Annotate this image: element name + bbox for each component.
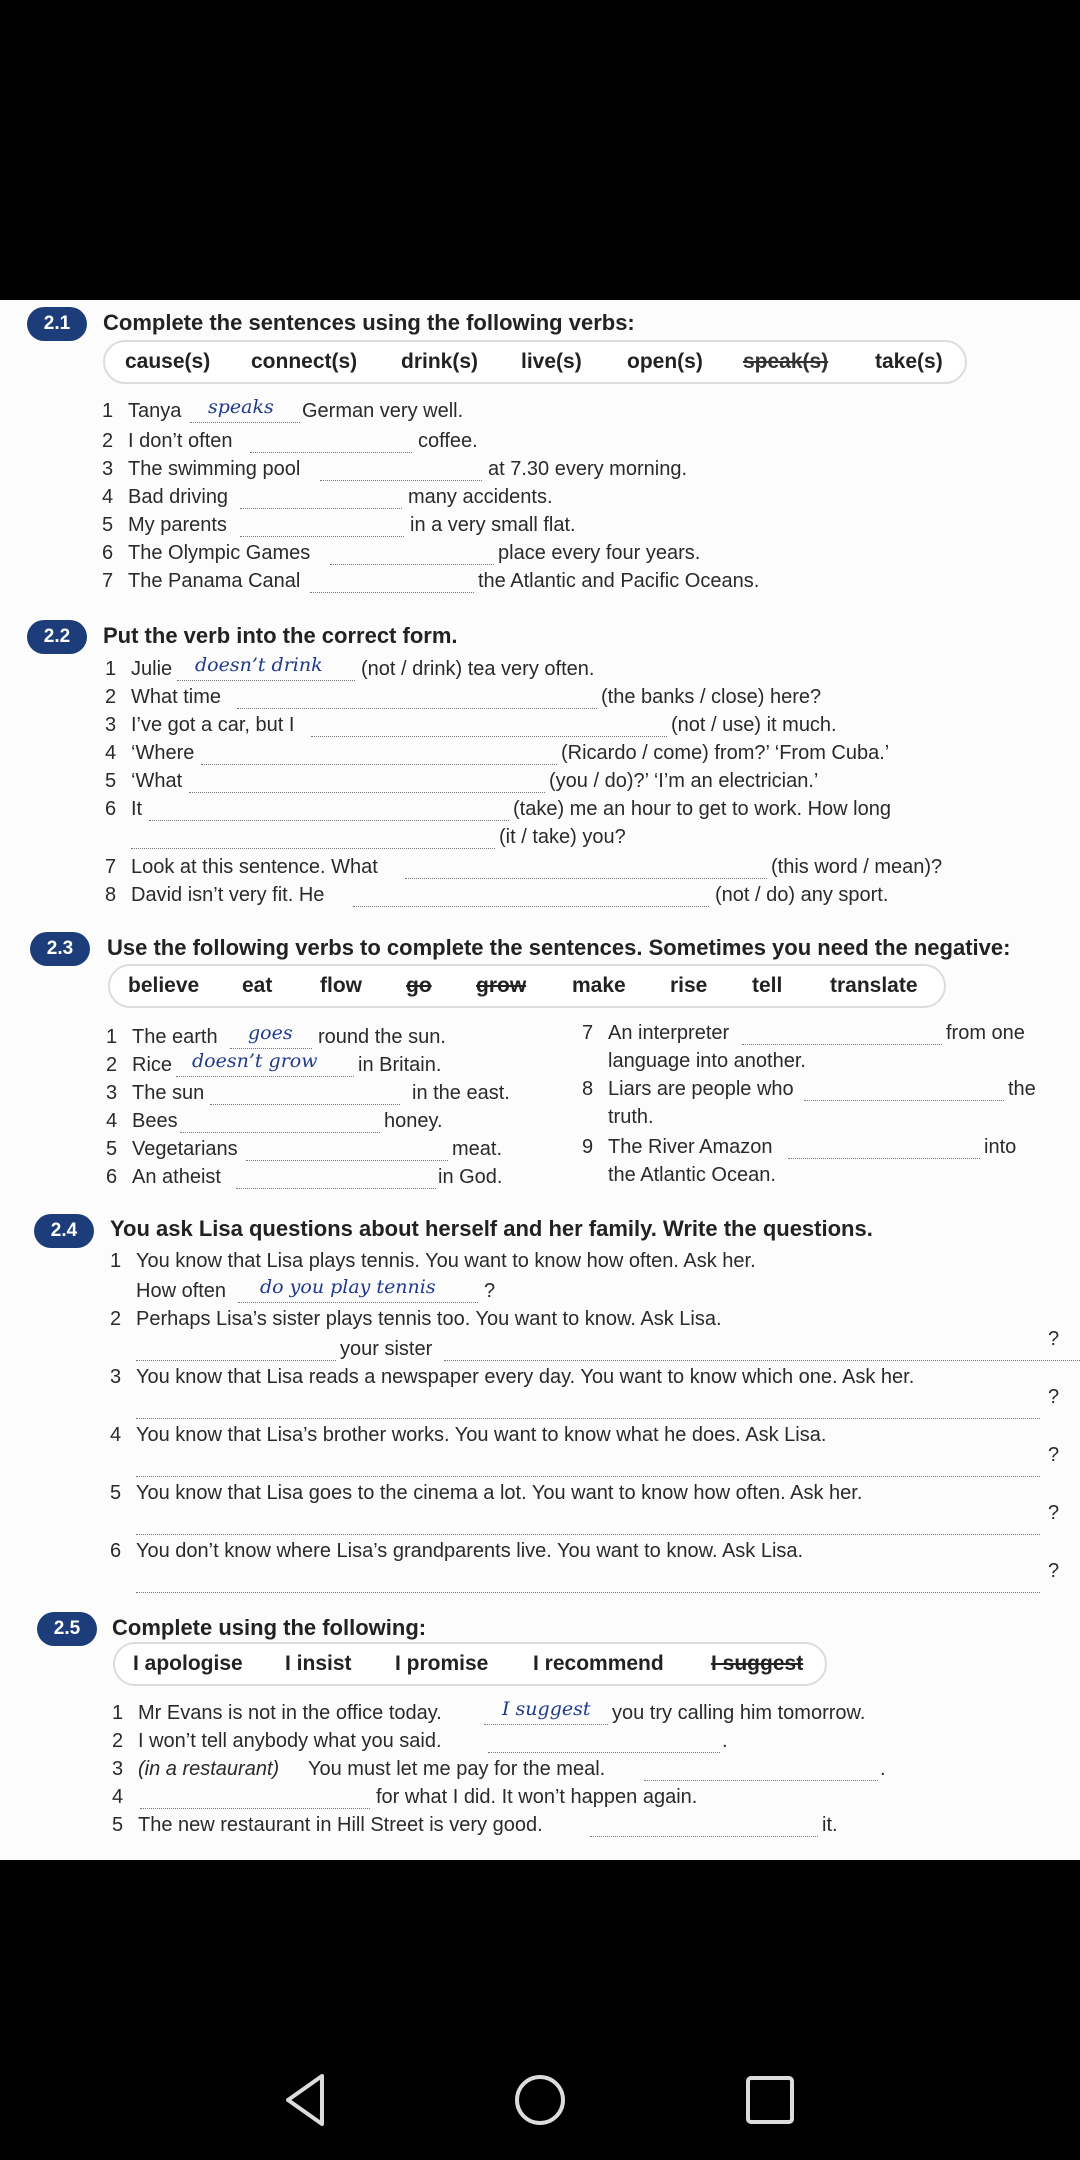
section-badge-2-2: 2.2 [27, 620, 87, 654]
word-box-2-1 [103, 340, 967, 384]
item-number: 5 [105, 770, 117, 792]
recent-apps-icon[interactable] [744, 2074, 796, 2126]
item-number: 1 [105, 658, 117, 680]
answer-blank[interactable] [330, 564, 494, 565]
answer-blank[interactable] [176, 1076, 354, 1077]
item-text: I don’t often [128, 430, 233, 452]
answer-blank[interactable] [353, 906, 709, 907]
word-box-item-used: I suggest [711, 1652, 804, 1675]
item-number: 6 [102, 542, 114, 564]
question-mark: ? [1048, 1328, 1060, 1350]
item-text: How often [136, 1280, 227, 1302]
item-text: It [131, 798, 143, 820]
item-text: in God. [438, 1166, 503, 1188]
item-text: in the east. [412, 1082, 510, 1104]
answer-blank[interactable] [201, 764, 557, 765]
word-box-item: make [572, 974, 626, 997]
item-text: you try calling him tomorrow. [612, 1702, 866, 1724]
section-title-2-5: Complete using the following: [112, 1615, 427, 1640]
item-number: 2 [106, 1054, 118, 1076]
item-number: 4 [110, 1424, 122, 1446]
answer-blank[interactable] [311, 736, 667, 737]
word-box-item: I insist [285, 1652, 352, 1675]
item-text: from one [946, 1022, 1025, 1044]
section-badge-2-3: 2.3 [30, 932, 90, 966]
word-box-item: cause(s) [125, 350, 211, 373]
answer-blank[interactable] [320, 480, 482, 481]
item-number: 4 [102, 486, 114, 508]
answer-blank[interactable] [238, 1302, 478, 1303]
item-text: (not / do) any sport. [715, 884, 889, 906]
back-icon[interactable] [280, 2070, 330, 2130]
item-text: . [722, 1730, 728, 1752]
word-box-item: eat [242, 974, 273, 997]
item-number: 6 [110, 1540, 122, 1562]
item-text: (not / use) it much. [671, 714, 837, 736]
item-text: truth. [608, 1106, 654, 1128]
word-box-item: I apologise [133, 1652, 243, 1675]
item-text: Tanya [128, 400, 182, 422]
item-text: language into another. [608, 1050, 806, 1072]
item-text: Perhaps Lisa’s sister plays tennis too. You want to know. Ask Lisa. [136, 1308, 722, 1330]
item-number: 3 [112, 1758, 124, 1780]
item-text: What time [131, 686, 222, 708]
answer-blank[interactable] [140, 1808, 370, 1809]
word-box-item: take(s) [875, 350, 943, 373]
answer-blank[interactable] [190, 422, 300, 423]
handwritten-answer: speaks [208, 396, 274, 418]
answer-blank[interactable] [177, 680, 355, 681]
handwritten-answer: doesn’t drink [195, 654, 323, 676]
answer-blank[interactable] [250, 452, 412, 453]
handwritten-answer: I suggest [502, 1698, 591, 1720]
item-text: The new restaurant in Hill Street is very good. [138, 1814, 543, 1836]
item-text: (Ricardo / come) from?’ ‘From Cuba.’ [561, 742, 890, 764]
word-box-item: flow [320, 974, 362, 997]
item-number: 4 [106, 1110, 118, 1132]
item-number: 5 [112, 1814, 124, 1836]
word-box-item: believe [128, 974, 200, 997]
answer-blank[interactable] [742, 1044, 942, 1045]
item-text: ‘Where [131, 742, 195, 764]
item-text: the [1008, 1078, 1036, 1100]
item-text: honey. [384, 1110, 443, 1132]
item-text: the Atlantic and Pacific Oceans. [478, 570, 760, 592]
answer-blank[interactable] [644, 1780, 878, 1781]
answer-blank[interactable] [136, 1592, 1040, 1593]
item-number: 8 [582, 1078, 594, 1100]
word-box-item: I recommend [533, 1652, 664, 1675]
question-mark: ? [1048, 1560, 1060, 1582]
answer-blank[interactable] [136, 1418, 1040, 1419]
item-number: 1 [106, 1026, 118, 1048]
item-text: An interpreter [608, 1022, 730, 1044]
section-badge-2-5: 2.5 [37, 1612, 97, 1646]
item-number: 7 [102, 570, 114, 592]
answer-blank[interactable] [136, 1360, 336, 1361]
word-box-item: drink(s) [401, 350, 479, 373]
question-mark: ? [484, 1280, 496, 1302]
answer-blank[interactable] [240, 536, 404, 537]
item-number: 7 [582, 1022, 594, 1044]
item-text: The swimming pool [128, 458, 301, 480]
word-box-item: I promise [395, 1652, 489, 1675]
word-box-item: connect(s) [251, 350, 358, 373]
item-number: 5 [102, 514, 114, 536]
section-badge-2-4: 2.4 [34, 1214, 94, 1248]
section-badge-2-1: 2.1 [27, 307, 87, 341]
item-number: 2 [102, 430, 114, 452]
worksheet-page [0, 300, 1080, 1860]
item-text: . [880, 1758, 886, 1780]
item-text: (this word / mean)? [771, 856, 943, 878]
item-number: 1 [102, 400, 114, 422]
item-text: coffee. [418, 430, 478, 452]
item-text: Bad driving [128, 486, 229, 508]
item-text: David isn’t very fit. He [131, 884, 325, 906]
question-mark: ? [1048, 1444, 1060, 1466]
answer-blank[interactable] [246, 1160, 448, 1161]
item-text: The Panama Canal [128, 570, 301, 592]
question-mark: ? [1048, 1386, 1060, 1408]
item-text: the Atlantic Ocean. [608, 1164, 776, 1186]
item-text: Look at this sentence. What [131, 856, 378, 878]
item-number: 3 [105, 714, 117, 736]
answer-blank[interactable] [405, 878, 767, 879]
word-box-2-5 [113, 1642, 827, 1686]
answer-blank[interactable] [189, 792, 545, 793]
item-text: You must let me pay for the meal. [308, 1758, 606, 1780]
item-number: 5 [110, 1482, 122, 1504]
item-text: Rice [132, 1054, 173, 1076]
item-number: 1 [112, 1702, 124, 1724]
question-mark: ? [1048, 1502, 1060, 1524]
answer-blank[interactable] [488, 1752, 720, 1753]
home-icon[interactable] [512, 2072, 568, 2128]
answer-blank[interactable] [788, 1158, 980, 1159]
item-number: 3 [102, 458, 114, 480]
item-text: (take) me an hour to get to work. How long [513, 798, 891, 820]
answer-blank[interactable] [804, 1100, 1004, 1101]
item-number: 3 [110, 1366, 122, 1388]
word-box-item: open(s) [627, 350, 703, 373]
item-text: in a very small flat. [410, 514, 576, 536]
word-box-item-used: speak(s) [743, 350, 829, 373]
answer-blank[interactable] [149, 820, 509, 821]
item-text: An atheist [132, 1166, 221, 1188]
word-box-item: live(s) [521, 350, 582, 373]
item-number: 4 [105, 742, 117, 764]
answer-blank[interactable] [236, 1188, 436, 1189]
answer-blank[interactable] [240, 508, 402, 509]
item-text: You know that Lisa plays tennis. You want to know how often. Ask her. [136, 1250, 756, 1272]
handwritten-answer: goes [248, 1022, 293, 1044]
item-text: You don’t know where Lisa’s grandparents live. You want to know. Ask Lisa. [136, 1540, 804, 1562]
item-number: 7 [105, 856, 117, 878]
item-number: 1 [110, 1250, 122, 1272]
item-text: My parents [128, 514, 227, 536]
handwritten-answer: do you play tennis [260, 1276, 436, 1298]
item-text: German very well. [302, 400, 464, 422]
item-number: 5 [106, 1138, 118, 1160]
item-text: place every four years. [498, 542, 701, 564]
answer-blank[interactable] [590, 1836, 818, 1837]
item-text: The earth [132, 1026, 218, 1048]
answer-blank[interactable] [136, 1476, 1040, 1477]
item-text: at 7.30 every morning. [488, 458, 687, 480]
item-number: 6 [105, 798, 117, 820]
answer-blank[interactable] [444, 1360, 1080, 1361]
item-text: Julie [131, 658, 173, 680]
item-text: The Olympic Games [128, 542, 311, 564]
item-text: You know that Lisa reads a newspaper every day. You want to know which one. Ask her. [136, 1366, 915, 1388]
answer-blank[interactable] [180, 1132, 380, 1133]
item-text: You know that Lisa goes to the cinema a lot. You want to know how often. Ask her. [136, 1482, 863, 1504]
section-title-2-3: Use the following verbs to complete the sentences. Sometimes you need the negative: [107, 935, 1011, 960]
answer-blank[interactable] [131, 848, 495, 849]
item-number: 3 [106, 1082, 118, 1104]
item-number: 2 [110, 1308, 122, 1330]
item-text: for what I did. It won’t happen again. [376, 1786, 698, 1808]
section-title-2-4: You ask Lisa questions about herself and her family. Write the questions. [110, 1216, 873, 1241]
item-text: I won’t tell anybody what you said. [138, 1730, 442, 1752]
answer-blank[interactable] [230, 1048, 312, 1049]
item-text: into [984, 1136, 1017, 1158]
answer-blank[interactable] [310, 592, 474, 593]
word-box-item: tell [752, 974, 783, 997]
item-text: round the sun. [318, 1026, 446, 1048]
item-text: your sister [340, 1338, 433, 1360]
item-text: (you / do)?’ ‘I’m an electrician.’ [549, 770, 819, 792]
handwritten-answer: doesn’t grow [192, 1050, 318, 1072]
item-text: (not / drink) tea very often. [361, 658, 595, 680]
item-text: it. [822, 1814, 838, 1836]
item-text: Bees [132, 1110, 178, 1132]
word-box-item-used: go [406, 974, 432, 997]
word-box-item-used: grow [476, 974, 527, 997]
answer-blank[interactable] [136, 1534, 1040, 1535]
item-text: in Britain. [358, 1054, 442, 1076]
answer-blank[interactable] [237, 708, 597, 709]
item-text: The River Amazon [608, 1136, 773, 1158]
item-text: Liars are people who [608, 1078, 794, 1100]
section-title-2-1: Complete the sentences using the following verbs: [103, 310, 635, 335]
section-title-2-2: Put the verb into the correct form. [103, 623, 458, 648]
answer-blank[interactable] [210, 1104, 400, 1105]
item-number: 2 [105, 686, 117, 708]
item-text: ‘What [131, 770, 183, 792]
word-box-2-3 [108, 964, 946, 1008]
item-text: meat. [452, 1138, 503, 1160]
item-text: Mr Evans is not in the office today. [138, 1702, 442, 1724]
item-number: 9 [582, 1136, 594, 1158]
item-text: many accidents. [408, 486, 553, 508]
item-text: (it / take) you? [499, 826, 626, 848]
item-number: 4 [112, 1786, 124, 1808]
item-number: 6 [106, 1166, 118, 1188]
item-text: Vegetarians [132, 1138, 238, 1160]
item-italic-note: (in a restaurant) [138, 1758, 280, 1780]
word-box-item: rise [670, 974, 708, 997]
item-number: 8 [105, 884, 117, 906]
item-number: 2 [112, 1730, 124, 1752]
item-text: The sun [132, 1082, 205, 1104]
item-text: I’ve got a car, but I [131, 714, 295, 736]
word-box-item: translate [830, 974, 918, 997]
answer-blank[interactable] [484, 1724, 608, 1725]
item-text: (the banks / close) here? [601, 686, 822, 708]
item-text: You know that Lisa’s brother works. You want to know what he does. Ask Lisa. [136, 1424, 827, 1446]
